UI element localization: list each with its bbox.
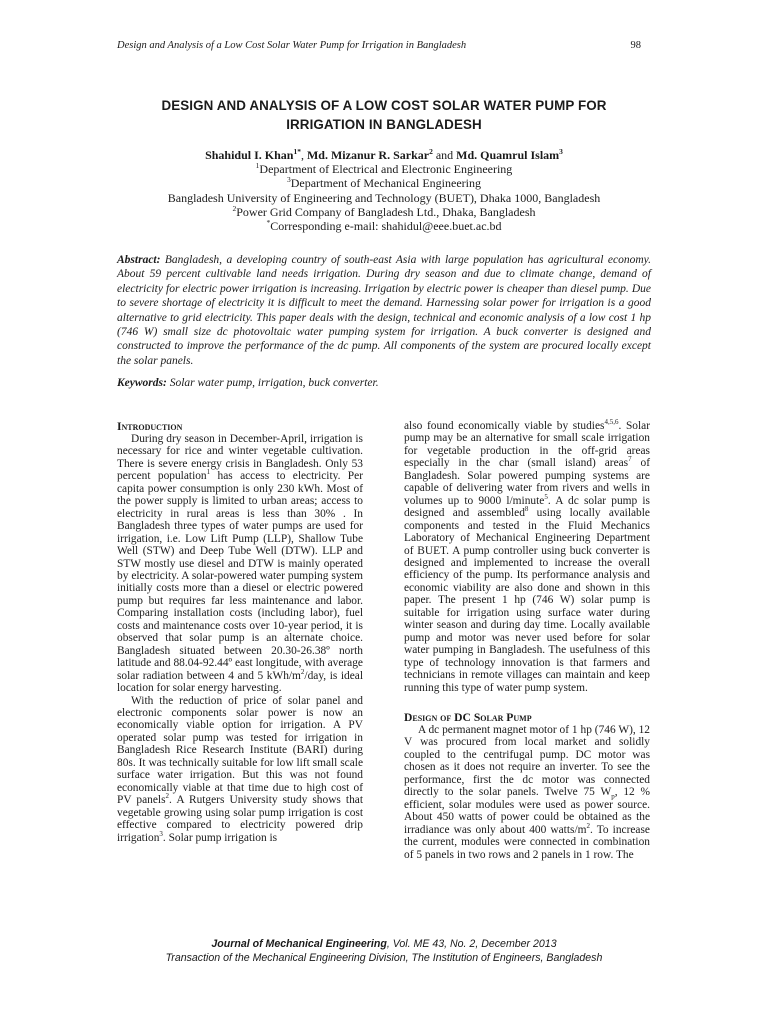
affiliation-2: [117, 176, 651, 190]
design-paragraph-1: [404, 724, 650, 861]
intro-p1-ref-1: 1: [206, 468, 211, 477]
intro-p3-ref-3: 5: [544, 492, 548, 501]
intro-p2-ref-2: 3: [159, 829, 163, 838]
design-p1-text-a: A dc permanent magnet motor of 1 hp (746 W), 12 V was procured from local market and solidly coupled to the centrifugal pump. DC motor was chosen as it does not require an inverter. To see the performance, first the dc motor was connected directly to the solar panels. Twelve 75 W: [404, 723, 650, 799]
keywords-text: Solar water pump, irrigation, buck converter.: [166, 377, 379, 389]
intro-p2-text-c: . Solar pump irrigation is: [162, 831, 278, 844]
intro-p3-text-d: . A dc solar pump is designed and assembled: [404, 494, 650, 520]
intro-paragraph-2: [117, 695, 363, 844]
running-head: [117, 40, 641, 54]
author-3-sup: 3: [559, 147, 563, 156]
design-p1-sub: p: [611, 792, 615, 801]
intro-p2-text-a: With the reduction of price of solar panel and electronic components solar power is now an economically viable option for irrigation. A PV operated solar pump was tested for irrigation in Bangladesh Rice Research Institute (BARI) during 80s. It was technically suitable for low lift small scale surface water irrigation. But this was not found economically viable at that time due to high cost of PV panels: [117, 694, 363, 807]
corresponding-sup: *: [266, 218, 271, 228]
affiliation-2-text: Department of Mechanical Engineering: [290, 176, 481, 191]
author-3: Md. Quamrul Islam: [456, 148, 560, 162]
corresponding-email: [117, 219, 651, 233]
intro-p3-ref-1: 4,5,6: [604, 418, 619, 427]
affiliation-3-text: Bangladesh University of Engineering and Technology (BUET), Dhaka 1000, Bangladesh: [167, 190, 601, 205]
footer-journal: Journal of Mechanical Engineering: [211, 938, 387, 950]
right-column: [404, 420, 650, 861]
keywords: [117, 376, 651, 390]
left-column: [117, 420, 363, 844]
page-number: 98: [630, 40, 641, 51]
intro-p3-ref-4: 8: [524, 505, 529, 514]
intro-paragraph-1: [117, 433, 363, 695]
author-sep-2: and: [432, 148, 457, 162]
keywords-label: Keywords:: [117, 377, 167, 389]
abstract: [117, 253, 651, 368]
intro-p1-text-a: During dry season in December-April, irrigation is necessary for rice and winter vegetable cultivation. There is severe energy crisis in Bangladesh. Only 53 percent population: [117, 433, 363, 483]
intro-p1-text-b: has access to electricity. Per capita power consumption is only 230 kWh. Most of the power supply is limited to urban areas; access to electricity in rural areas is less than 30% . In Bangladesh three types of water pumps are used for irrigation, i.e. Low Lift Pump (LLP), Shallow Tube Well (STW) and Deep Tube Well (DTW). LLP and STW mostly use diesel and DTW is mainly operated by electricity. A solar-powered water pumping system initially costs more than a diesel or electric powered pump but requires far less maintenance and labor. Comparing installation costs (including labor), fuel costs and maintenance costs over 10-year period, it is observed that solar pump is an alternate choice. Bangladesh situated between 20.30-26.38º north latitude and 88.04-92.44º east longitude, with average solar radiation between 4 and 5 kWh/m: [117, 470, 363, 682]
affiliation-1-text: Department of Electrical and Electronic Engineering: [259, 162, 513, 177]
author-block: [117, 148, 651, 233]
intro-p3-text-a: also found economically viable by studies: [404, 420, 605, 432]
design-p1-text-b: , 12 % efficient, solar modules were used as power source. About 450 watts of power could be obtained as the irradiance was only about 400 watts/m: [404, 786, 650, 836]
author-2: Md. Mizanur R. Sarkar: [306, 148, 430, 162]
affiliation-4: [117, 205, 651, 219]
section-heading-design: Design of DC Solar Pump: [404, 710, 532, 724]
design-p1-text-c: . To increase the current, modules were connected in combination of 5 panels in two rows and 2 panels in 1 row. The: [404, 823, 650, 861]
author-2-sup: 2: [429, 147, 433, 156]
intro-p3-text-b: . Solar pump may be an alternative for small scale irrigation for vegetable production in the off-grid areas especially in the char (small island) areas: [404, 420, 650, 470]
affiliation-2-sup: 3: [286, 175, 291, 185]
abstract-text: Bangladesh, a developing country of south-east Asia with large population has agricultural economy. About 59 percent cultivable land needs irrigation. During dry season and due to climate change, demand of electricity for electric power irrigation is increasing. Irrigation by electric power is cheaper than diesel pump. Due to severe shortage of electricity it is difficult to meet the demand. Harnessing solar power for irrigation is a good alternative to grid electricity. This paper deals with the design, technical and economic analysis of a low cost 1 hp (746 W) small size dc photovoltaic water pumping system for irrigation. A buck converter is designed and constructed to improve the performance of the dc pump. All components of the system are procured locally except the solar panels.: [117, 254, 651, 367]
footer-citation: , Vol. ME 43, No. 2, December 2013: [386, 938, 557, 950]
author-1: Shahidul I. Khan: [205, 148, 294, 162]
author-1-sup: 1*: [293, 147, 301, 156]
paper-title: [117, 96, 651, 134]
intro-paragraph-3: [404, 420, 650, 694]
affiliation-1: [117, 162, 651, 176]
intro-p2-text-b: . A Rutgers University study shows that vegetable growing using solar pump irrigation is cost effective compared to electricity powered drip irrigation: [117, 794, 363, 844]
affiliation-4-text: Power Grid Company of Bangladesh Ltd., Dhaka, Bangladesh: [236, 204, 536, 219]
affiliation-1-sup: 1: [255, 161, 260, 171]
title-line-1: DESIGN AND ANALYSIS OF A LOW COST SOLAR WATER PUMP FOR: [161, 98, 607, 113]
intro-p3-ref-2: 7: [628, 455, 632, 464]
intro-p1-sup-2: 2: [300, 667, 305, 676]
author-names: [117, 148, 651, 162]
section-heading-introduction: Introduction: [117, 420, 183, 433]
corresponding-email-text: Corresponding e-mail: shahidul@eee.buet.ac.bd: [270, 219, 502, 234]
intro-p3-text-e: using locally available components and tested in the Fluid Mechanics Laboratory of Mechanical Engineering Department of BUET. A pump controller using buck converter is designed and implemented to increase the overall efficiency of the pump. Its performance analysis and economic viability are also done and shown in this paper. The present 1 hp (746 W) solar pump is suitable for irrigation using surface water during winter season and during day time. Locally available pump and motor was never used before for solar water pumping in Bangladesh. The usefulness of this type of technology innovation is that farmers and technicians in remote villages can maintain and keep running this type of water pump system.: [404, 507, 650, 694]
running-head-title: Design and Analysis of a Low Cost Solar Water Pump for Irrigation in Bangladesh: [117, 40, 467, 51]
intro-p3-text-c: of Bangladesh. Solar powered pumping systems are capable of delivering water from rivers and wells in volumes up to 9000 l/minute: [404, 457, 650, 507]
intro-p1-text-c: /day, is ideal location for solar energy harvesting.: [117, 669, 363, 695]
affiliation-3: [117, 191, 651, 205]
author-sep-1: ,: [300, 148, 307, 162]
affiliation-4-sup: 2: [232, 203, 237, 213]
footer-line-1: [117, 938, 651, 952]
page-footer: [117, 938, 651, 965]
abstract-label: Abstract:: [117, 254, 161, 266]
intro-p2-ref-1: 2: [165, 792, 170, 801]
title-line-2: IRRIGATION IN BANGLADESH: [286, 117, 482, 132]
design-p1-sup: 2: [586, 821, 590, 830]
footer-line-2: Transaction of the Mechanical Engineering Division, The Institution of Engineers, Bangladesh: [165, 951, 603, 964]
